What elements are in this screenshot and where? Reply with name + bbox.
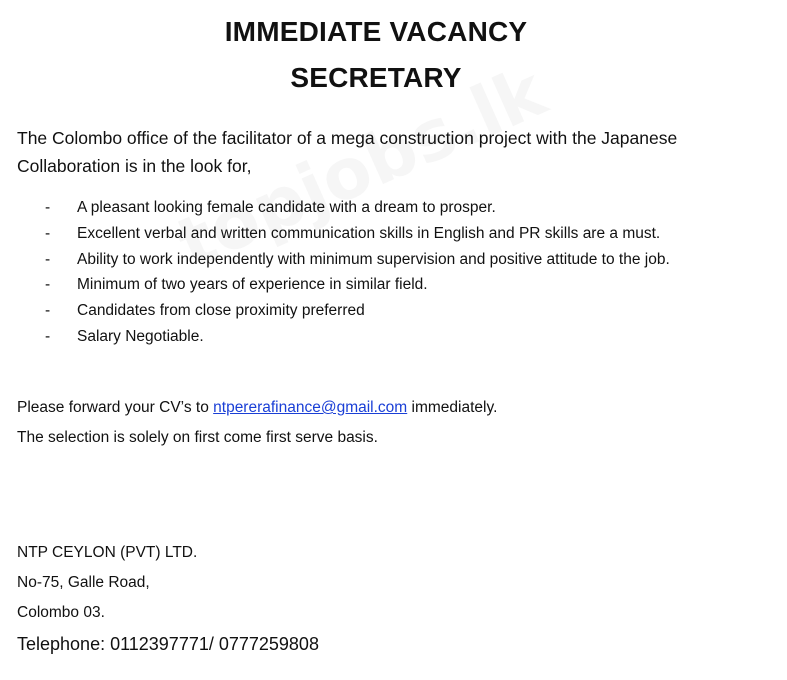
apply-suffix: immediately.: [407, 399, 498, 416]
requirement-text: Salary Negotiable.: [77, 327, 204, 345]
apply-instruction: [17, 399, 497, 417]
apply-prefix: Please forward your CV’s to: [17, 399, 214, 416]
page-title: IMMEDIATE VACANCY: [224, 16, 528, 47]
requirement-text: A pleasant looking female candidate with a dream to prosper.: [77, 199, 496, 216]
address-line-2: Colombo 03.: [17, 604, 105, 621]
bullet-dash: -: [45, 276, 51, 294]
telephone: Telephone: 0112397771/ 0777259808: [17, 634, 319, 654]
company-name: NTP CEYLON (PVT) LTD.: [17, 544, 198, 561]
bullet-dash: -: [45, 250, 51, 268]
selection-note: The selection is solely on first come first serve basis.: [17, 429, 378, 446]
requirement-text: Ability to work independently with minimum supervision and positive attitude to the job.: [77, 250, 670, 268]
job-title: SECRETARY: [290, 62, 462, 93]
bullet-dash: -: [45, 327, 51, 345]
requirement-text: Excellent verbal and written communication skills in English and PR skills are a must.: [77, 224, 661, 242]
bullet-dash: -: [45, 302, 51, 320]
bullet-dash: -: [45, 224, 51, 242]
intro-paragraph: The Colombo office of the facilitator of a mega construction project with the Japanese Collaboration is in the look for,: [17, 128, 678, 176]
requirement-text: Candidates from close proximity preferred: [77, 302, 365, 320]
address-line-1: No-75, Galle Road,: [17, 574, 150, 591]
requirement-text: Minimum of two years of experience in similar field.: [77, 276, 428, 294]
bullet-dash: -: [45, 199, 51, 216]
email-link[interactable]: ntpererafinance@gmail.com: [213, 399, 408, 416]
